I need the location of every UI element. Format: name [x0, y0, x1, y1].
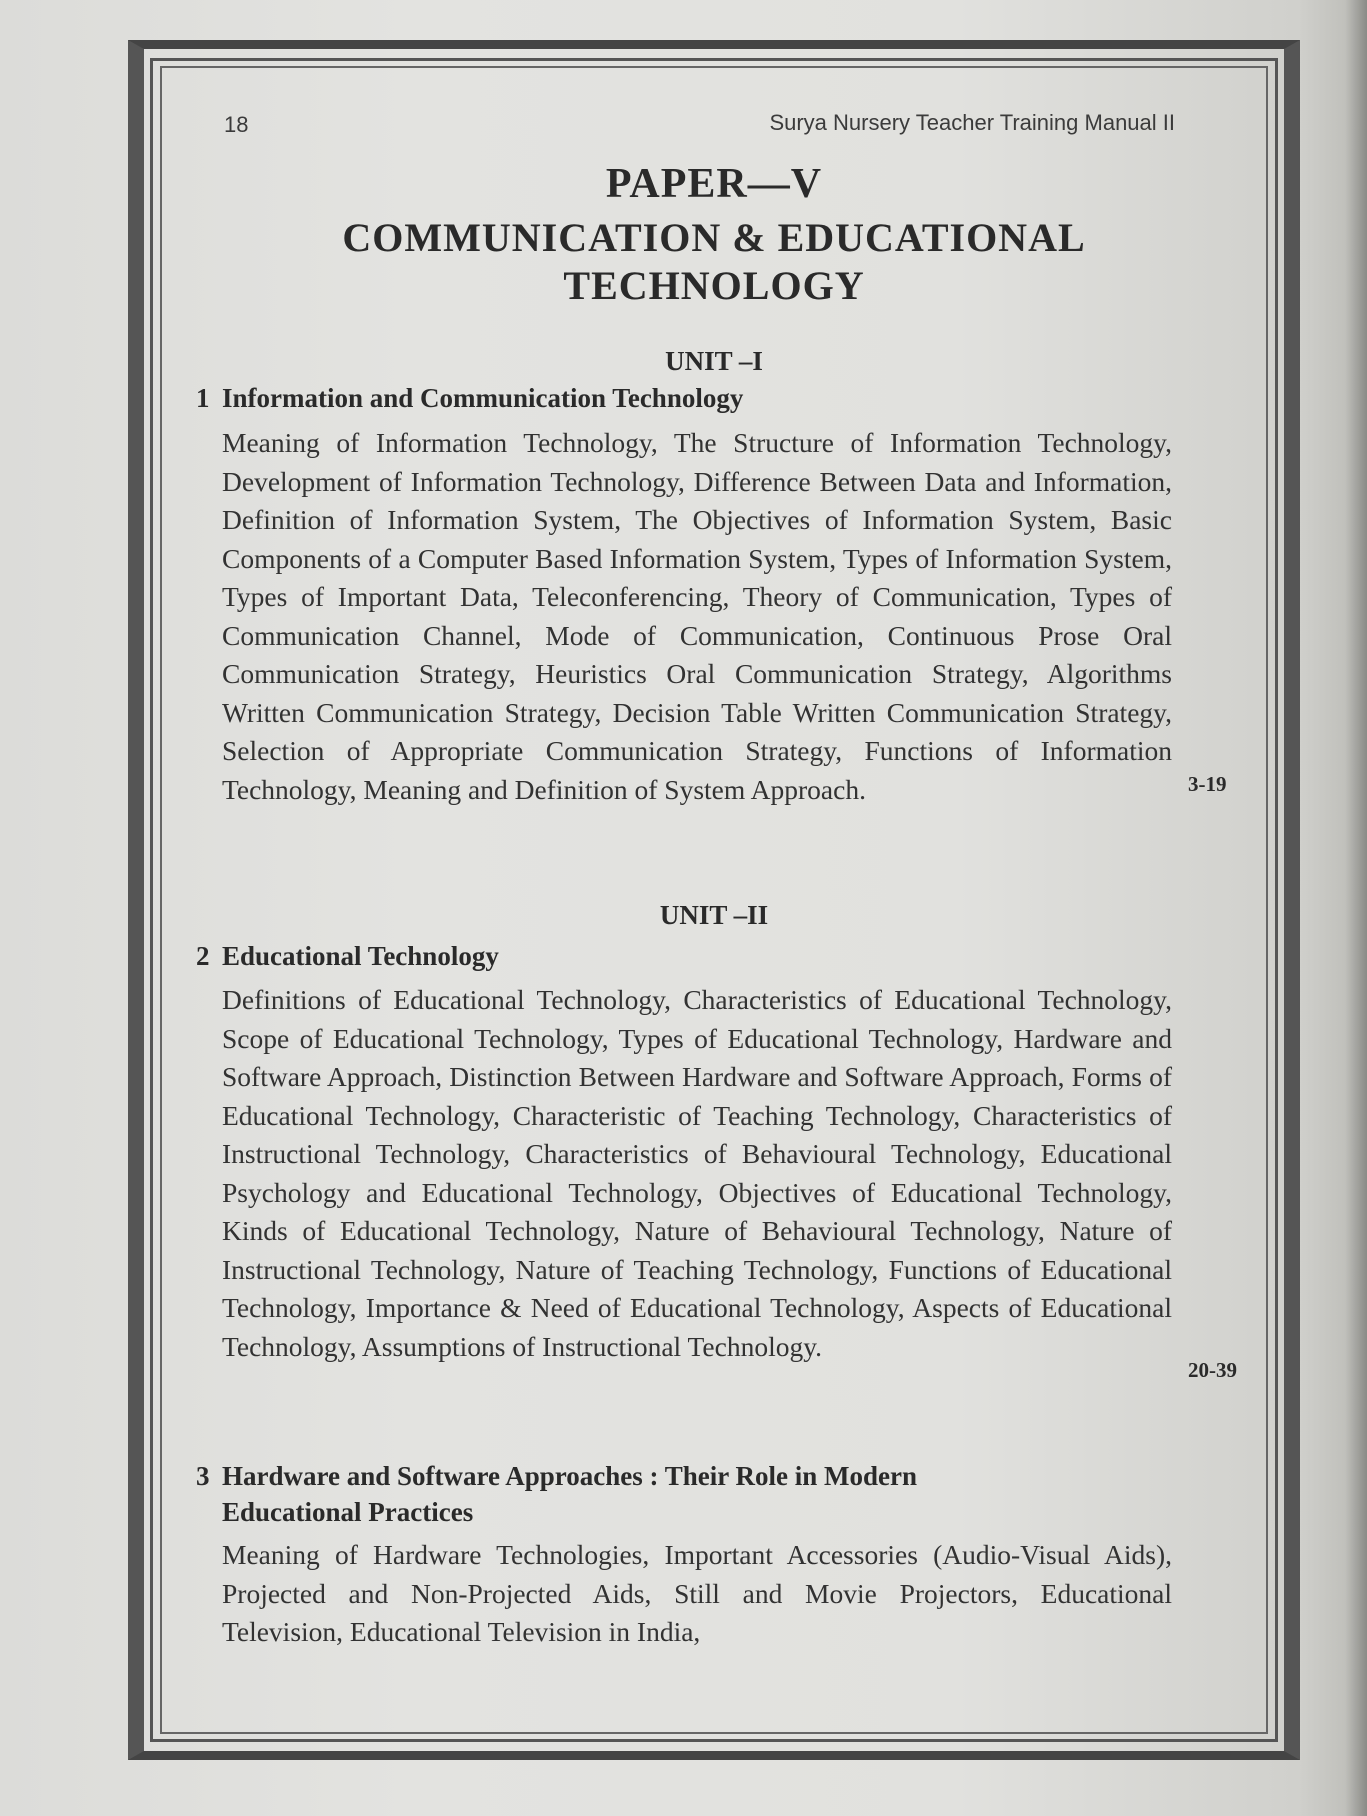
unit-heading-1: UNIT –I [665, 346, 763, 376]
paper-subject-line2: TECHNOLOGY [563, 263, 865, 308]
section-body-1: Meaning of Information Technology, The Structure of Information Technology, Development of Information Technology, Difference Between Data and Information, Definition of Information System, The Objectives of Information System, Basic Components of a Computer Based Information System, Types of Information System, Types of Important Data, Teleconferencing, Theory of Communication, Types of Communication Channel, Mode of Communication, Continuous Prose Oral Communication Strategy, Heuristics Oral Communication Strategy, Algorithms Written Communication Strategy, Decision Table Written Communication Strategy, Selection of Appropriate Communication Strategy, Functions of Information Technology, Meaning and Definition of System Approach. [222, 427, 1172, 805]
running-title: Surya Nursery Teacher Training Manual II [769, 110, 1175, 135]
section-heading-3 [196, 1458, 917, 1530]
paper-title: PAPER—V [605, 161, 823, 207]
section-heading-2 [196, 938, 499, 974]
section-number: 2 [196, 941, 210, 971]
section-title: Educational Technology [222, 941, 499, 971]
section-heading-1 [196, 380, 743, 416]
section-number: 3 [196, 1461, 210, 1491]
section-title: Information and Communication Technology [222, 383, 744, 413]
section-body-2: Definitions of Educational Technology, Characteristics of Educational Technology, Scope of Educational Technology, Types of Educational Technology, Hardware and Software Approach, Distinction Between Hardware and Software Approach, Forms of Educational Technology, Characteristic of Teaching Technology, Characteristics of Instructional Technology, Characteristics of Behavioural Technology, Educational Psychology and Educational Technology, Objectives of Educational Technology, Kinds of Educational Technology, Nature of Behavioural Technology, Nature of Instructional Technology, Nature of Teaching Technology, Functions of Educational Technology, Importance & Need of Educational Technology, Aspects of Educational Technology, Assumptions of Instructional Technology. [222, 984, 1172, 1362]
page-range-2: 20-39 [1188, 1358, 1237, 1382]
unit-heading-2: UNIT –II [659, 900, 769, 930]
section-body-3: Meaning of Hardware Technologies, Important Accessories (Audio-Visual Aids), Projected and Non-Projected Aids, Still and Movie Projectors, Educational Television, Educational Television in India, [222, 1539, 1172, 1647]
section-number: 1 [196, 383, 210, 413]
section-title-line1: Hardware and Software Approaches : Their Role in Modern [222, 1461, 918, 1491]
section-title-line2: Educational Practices [222, 1497, 474, 1527]
spine-shadow [1345, 0, 1367, 1816]
paper-subject-line1: COMMUNICATION & EDUCATIONAL [342, 215, 1086, 260]
page-range-1: 3-19 [1188, 772, 1227, 796]
page-number: 18 [224, 112, 249, 137]
